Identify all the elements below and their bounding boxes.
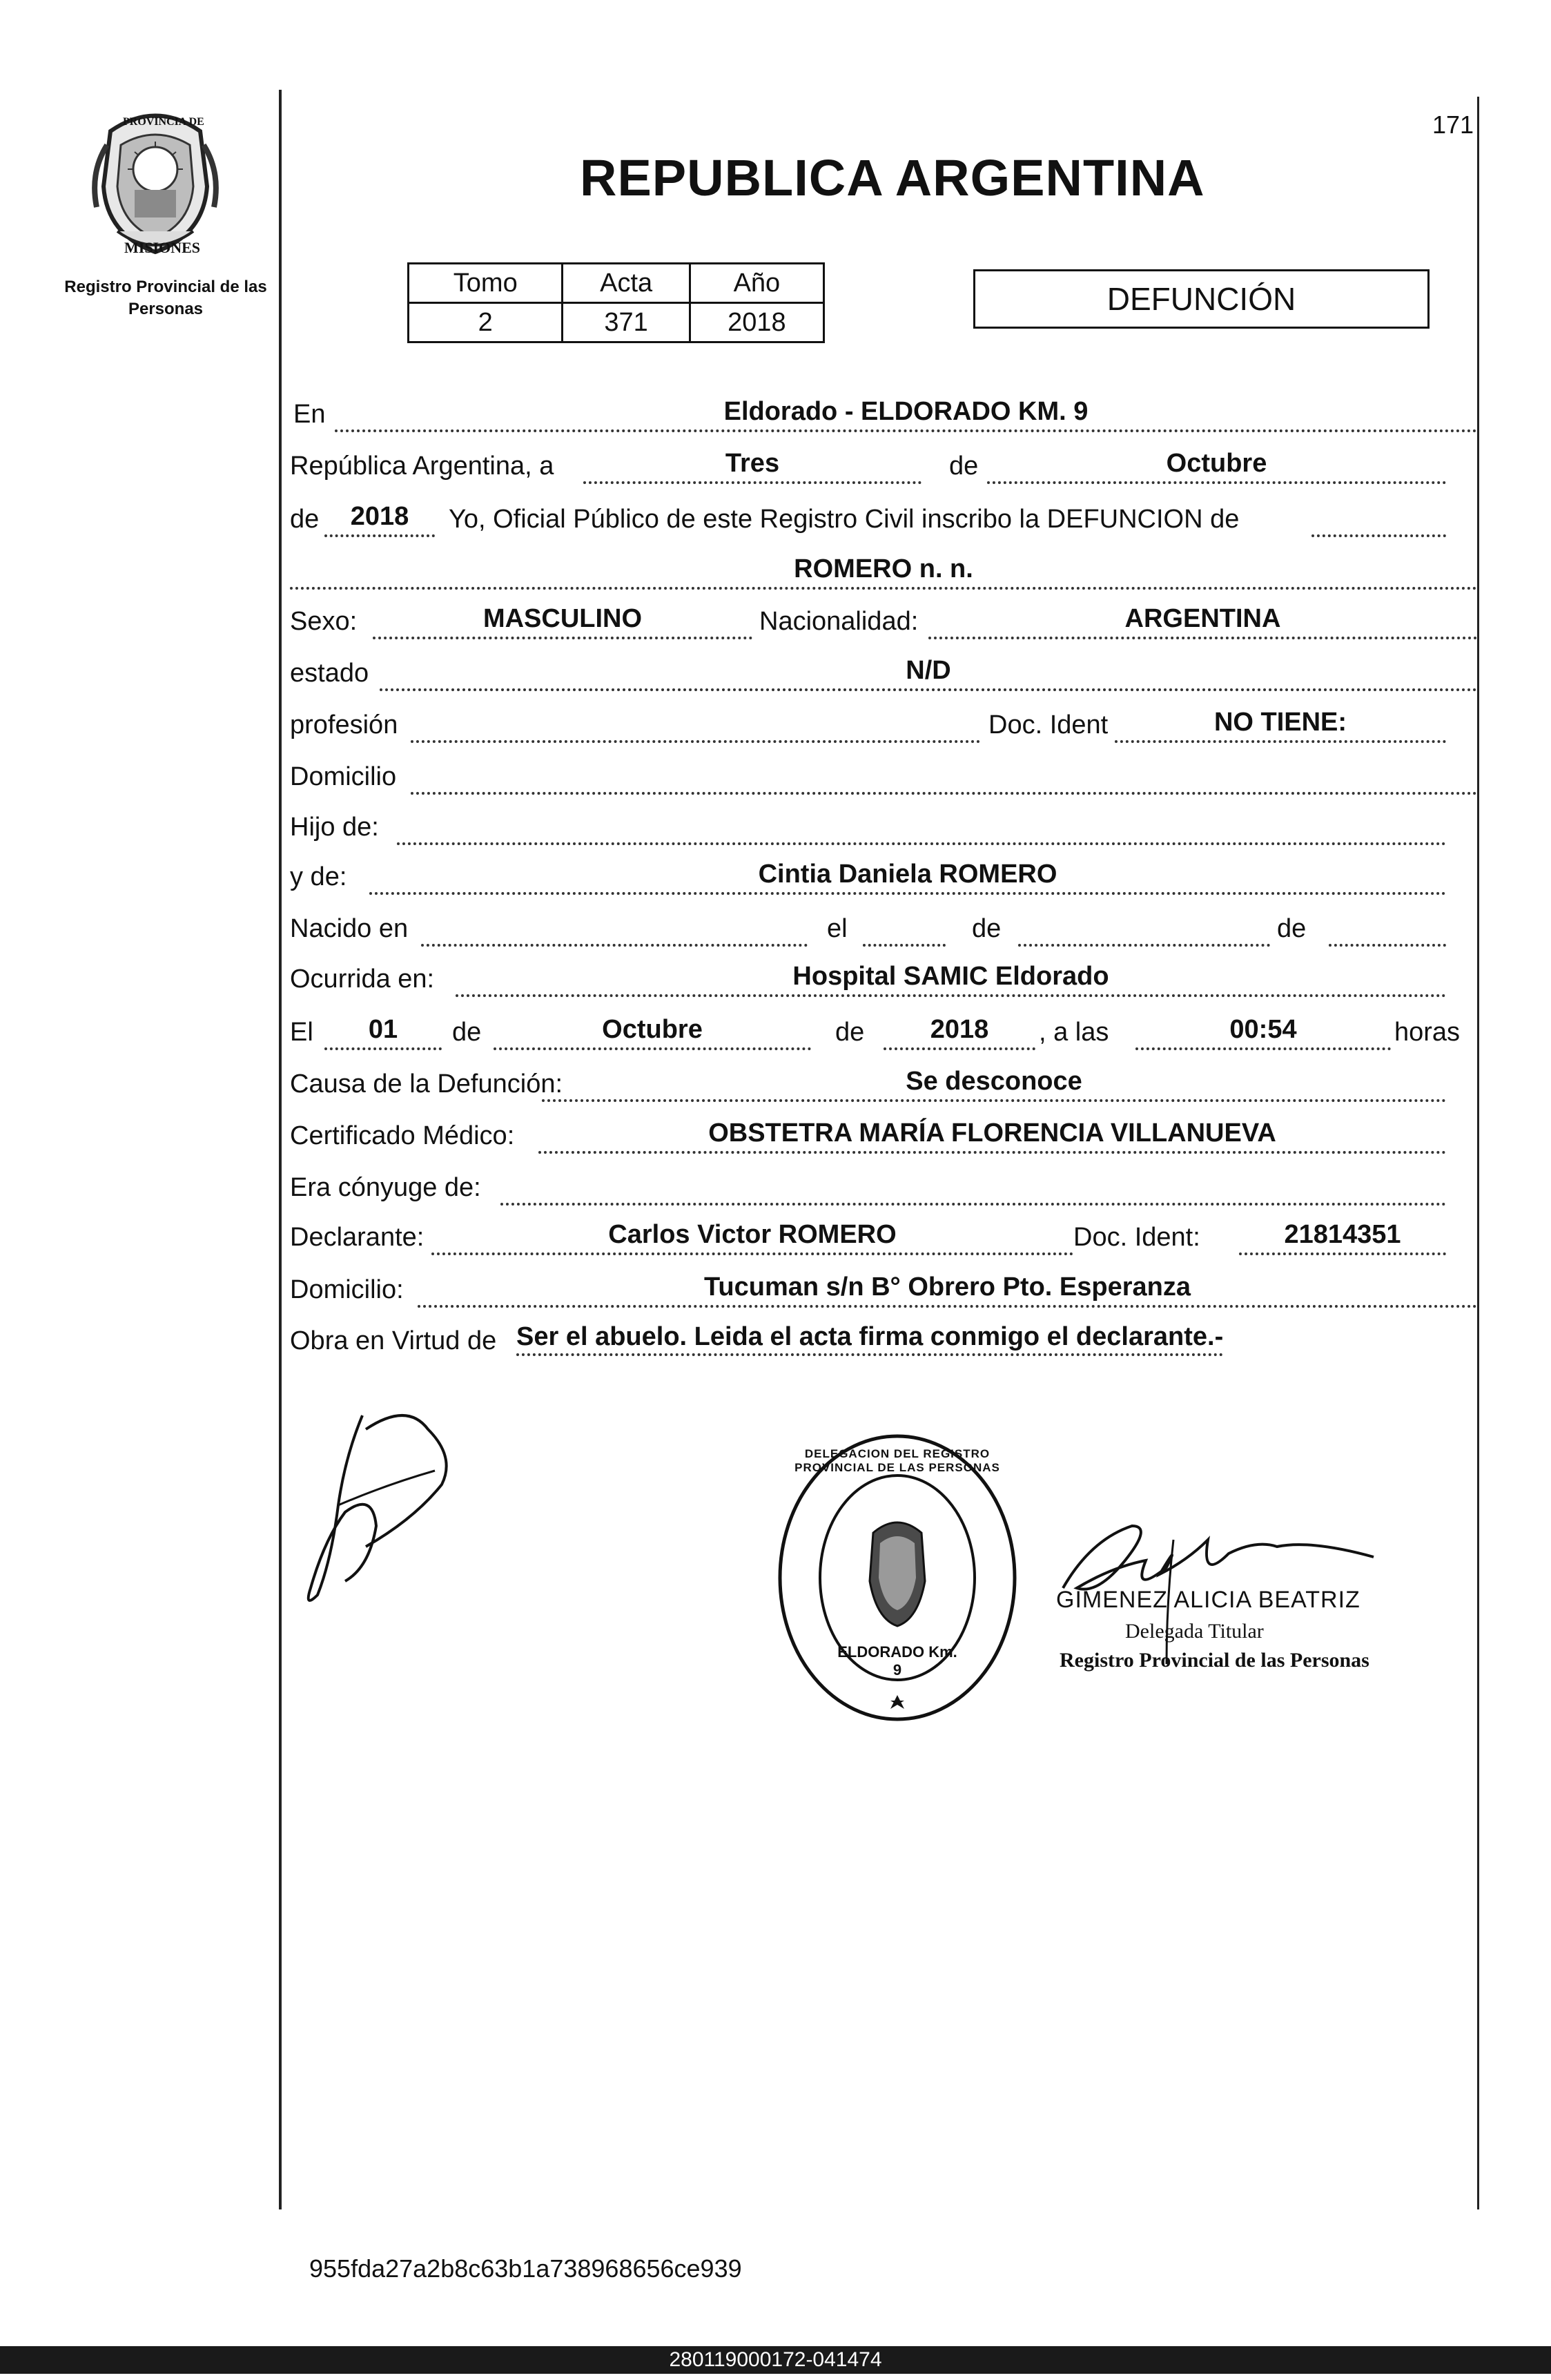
death-month-value: Octubre	[602, 1015, 703, 1044]
tomo-header: Tomo	[409, 264, 563, 303]
stamp-ring-text: DELEGACION DEL REGISTRO PROVINCIAL DE LAS PERSONAS	[794, 1447, 1000, 1474]
form-row-sexo	[290, 594, 1480, 642]
en-label: En	[293, 400, 326, 429]
form-row-deceased	[290, 544, 1480, 592]
statement-text: Yo, Oficial Público de este Registro Civil inscribo la DEFUNCION de	[449, 505, 1240, 534]
deceased-name: ROMERO n. n.	[794, 554, 973, 583]
seal-text-bottom: MISIONES	[124, 239, 201, 256]
doc-ident-value: NO TIENE:	[1213, 708, 1347, 737]
profesion-field	[411, 699, 980, 743]
sexo-field	[373, 595, 752, 639]
hijo-field	[397, 801, 1446, 845]
death-day-field	[324, 1006, 442, 1050]
form-row-nacido	[290, 901, 1480, 949]
decl-doc-value: 21814351	[1284, 1220, 1401, 1249]
nacido-month-field	[1018, 902, 1270, 947]
nacido-day-field	[863, 902, 946, 947]
death-day-value: 01	[368, 1015, 398, 1044]
page-title: REPUBLICA ARGENTINA	[580, 149, 1205, 206]
en-value: Eldorado - ELDORADO KM. 9	[723, 397, 1089, 426]
seal-text-top: PROVINCIA DE	[123, 116, 204, 128]
document-type-box: DEFUNCIÓN	[973, 269, 1430, 329]
death-year-field	[884, 1006, 1035, 1050]
sexo-value: MASCULINO	[482, 604, 643, 633]
sexo-label: Sexo:	[290, 607, 358, 636]
death-year-value: 2018	[930, 1015, 989, 1044]
delegation-stamp	[770, 1422, 1025, 1736]
month-value: Octubre	[1166, 449, 1267, 478]
doc-ident-field	[1115, 699, 1446, 743]
a-las-label: , a las	[1039, 1018, 1109, 1047]
y-de-value: Cintia Daniela ROMERO	[758, 860, 1057, 889]
declarante-label: Declarante:	[290, 1223, 425, 1252]
form-row-causa	[290, 1056, 1480, 1105]
provincial-seal-emblem	[69, 104, 242, 262]
ocurrida-label: Ocurrida en:	[290, 965, 435, 994]
nacido-de-label-1: de	[972, 914, 1002, 943]
page-number: 171	[1432, 110, 1474, 139]
estado-label: estado	[290, 659, 369, 688]
decl-doc-label: Doc. Ident:	[1073, 1223, 1200, 1252]
footer-code-bar	[0, 2346, 1551, 2374]
estado-field	[380, 647, 1477, 691]
year-value: 2018	[350, 502, 409, 531]
form-row-date	[290, 438, 1480, 487]
form-row-conyuge	[290, 1160, 1480, 1208]
form-row-hijo	[290, 800, 1480, 848]
domicilio-field	[411, 751, 1477, 795]
tomo-value: 2	[409, 303, 563, 342]
form-row-ocurrida	[290, 951, 1480, 1000]
form-row-certificado	[290, 1108, 1480, 1157]
nacionalidad-label: Nacionalidad:	[759, 607, 919, 636]
form-row-domicilio	[290, 749, 1480, 797]
nacionalidad-field	[928, 595, 1477, 639]
ocurrida-field	[456, 953, 1446, 997]
conyuge-field	[500, 1161, 1446, 1206]
month-field	[987, 440, 1446, 484]
anio-value: 2018	[690, 303, 823, 342]
republica-label: República Argentina, a	[290, 452, 554, 481]
death-el-label: El	[290, 1018, 313, 1047]
causa-field	[542, 1058, 1446, 1102]
hijo-label: Hijo de:	[290, 813, 379, 842]
decl-domicilio-label: Domicilio:	[290, 1275, 404, 1304]
horas-label: horas	[1394, 1018, 1461, 1047]
causa-value: Se desconoce	[906, 1067, 1082, 1096]
deceased-field	[290, 545, 1477, 590]
left-margin-line	[279, 90, 282, 2209]
death-de-label-2: de	[835, 1018, 865, 1047]
document-hash: 955fda27a2b8c63b1a738968656ce939	[309, 2254, 742, 2283]
obra-label: Obra en Virtud de	[290, 1326, 497, 1355]
officer-office: Registro Provincial de las Personas	[1060, 1649, 1369, 1672]
nacido-field	[421, 902, 808, 947]
form-row-profesion	[290, 697, 1480, 746]
doc-ident-label: Doc. Ident	[988, 710, 1109, 739]
form-row-death-date	[290, 1005, 1480, 1053]
registry-name: Registro Provincial de las Personas	[64, 278, 267, 318]
de-label-1: de	[949, 452, 979, 481]
form-row-obra	[290, 1313, 1480, 1362]
profesion-label: profesión	[290, 710, 398, 739]
form-row-declarante	[290, 1210, 1480, 1258]
declarante-value: Carlos Victor ROMERO	[608, 1220, 897, 1249]
obra-value: Ser el abuelo. Leida el acta firma conmigo el declarante.-	[516, 1322, 1223, 1356]
stamp-inner-text: ELDORADO Km. 9	[837, 1643, 957, 1678]
decl-doc-field	[1239, 1211, 1446, 1255]
nacionalidad-value: ARGENTINA	[1124, 604, 1281, 633]
en-field	[335, 388, 1477, 432]
ocurrida-value: Hospital SAMIC Eldorado	[792, 962, 1109, 991]
year-field	[324, 493, 435, 537]
certificado-label: Certificado Médico:	[290, 1121, 515, 1150]
acta-value: 371	[563, 303, 690, 342]
footer-code: 280119000172-041474	[669, 2348, 882, 2371]
day-field	[583, 440, 921, 484]
death-month-field	[494, 1006, 811, 1050]
declarant-signature	[297, 1388, 518, 1609]
decl-domicilio-field	[418, 1264, 1477, 1308]
anio-header: Año	[690, 264, 823, 303]
death-de-label-1: de	[452, 1018, 482, 1047]
officer-role: Delegada Titular	[1125, 1620, 1264, 1643]
form-row-decl-domicilio	[290, 1262, 1480, 1310]
form-row-year	[290, 492, 1480, 540]
y-de-label: y de:	[290, 862, 347, 891]
form-row-estado	[290, 646, 1480, 694]
declarante-field	[431, 1211, 1073, 1255]
nacido-el-label: el	[827, 914, 848, 943]
death-time-value: 00:54	[1229, 1015, 1297, 1044]
officer-name: GIMENEZ ALICIA BEATRIZ	[1056, 1587, 1360, 1613]
decl-domicilio-value: Tucuman s/n B° Obrero Pto. Esperanza	[704, 1273, 1191, 1302]
record-number-table	[407, 262, 825, 343]
nacido-year-field	[1329, 902, 1446, 947]
y-de-field	[369, 851, 1446, 895]
officer-signature	[1049, 1498, 1394, 1671]
form-row-en	[290, 387, 1480, 435]
day-value: Tres	[725, 449, 780, 478]
acta-header: Acta	[563, 264, 690, 303]
domicilio-label: Domicilio	[290, 762, 397, 791]
year-prefix: de	[290, 505, 320, 534]
certificado-field	[538, 1110, 1446, 1154]
certificado-value: OBSTETRA MARÍA FLORENCIA VILLANUEVA	[708, 1119, 1276, 1148]
death-time-field	[1135, 1006, 1391, 1050]
statement-tail-field	[1311, 493, 1446, 537]
form-row-y-de	[290, 849, 1480, 898]
estado-value: N/D	[906, 656, 951, 685]
nacido-label: Nacido en	[290, 914, 409, 943]
causa-label: Causa de la Defunción:	[290, 1070, 563, 1099]
conyuge-label: Era cónyuge de:	[290, 1173, 481, 1202]
nacido-de-label-2: de	[1277, 914, 1307, 943]
